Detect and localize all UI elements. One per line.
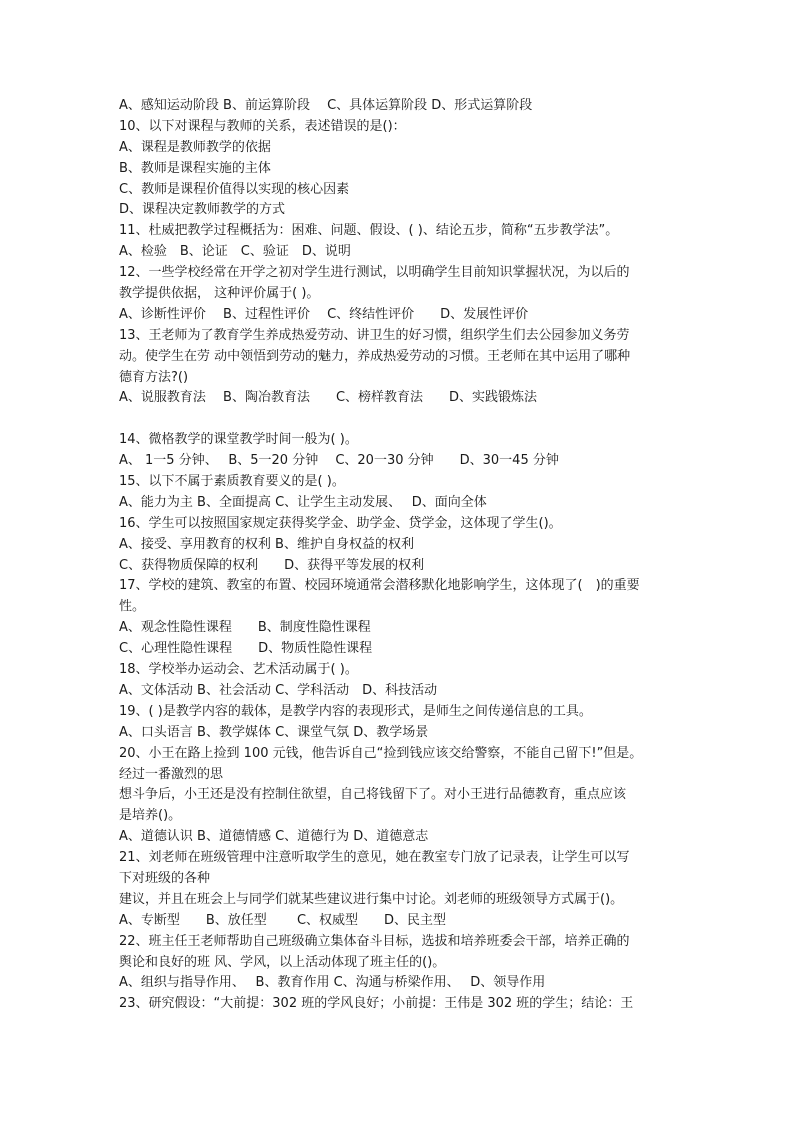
question-13-cont: 动。使学生在劳 动中领悟到劳动的魅力，养成热爱劳动的习惯。王老师在其中运用了哪种	[119, 348, 631, 364]
question-20-cont: 想斗争后，小王还是没有控制住欲望，自己将钱留下了。对小王进行品德教育，重点应该	[119, 787, 627, 803]
question-17-cont: 性。	[119, 599, 146, 615]
question-20-cont: 经过一番激烈的思	[119, 766, 224, 782]
option-line: A、诊断性评价 B、过程性评价 C、终结性评价 D、发展性评价	[119, 306, 529, 322]
question-15: 15、以下不属于素质教育要义的是( )。	[119, 474, 345, 490]
option-line: A、说服教育法 B、陶冶教育法 C、榜样教育法 D、实践锻炼法	[119, 390, 538, 406]
question-18: 18、学校举办运动会、艺术活动属于( )。	[119, 662, 358, 678]
question-11: 11、杜威把教学过程概括为：困难、问题、假设、( )、结论五步，简称“五步教学法”。	[119, 223, 619, 239]
question-17: 17、学校的建筑、教室的布置、校园环境通常会潜移默化地影响学生，这体现了( )的重要	[119, 578, 640, 594]
question-22: 22、班主任王老师帮助自己班级确立集体奋斗目标，选拔和培养班委会干部，培养正确的	[119, 933, 630, 949]
question-13: 13、王老师为了教育学生养成热爱劳动、讲卫生的好习惯，组织学生们去公园参加义务劳	[119, 327, 630, 343]
question-12-cont: 教学提供依据， 这种评价属于( )。	[119, 286, 320, 302]
question-21-cont: 建议，并且在班会上与同学们就某些建议进行集中讨论。刘老师的班级领导方式属于()。	[119, 891, 624, 907]
question-20-cont: 是培养()。	[119, 808, 182, 824]
option-line: A、组织与指导作用、 B、教育作用 C、沟通与桥梁作用、 D、领导作用	[119, 975, 546, 991]
option-line: A、口头语言 B、教学媒体 C、课堂气氛 D、教学场景	[119, 724, 429, 740]
document-page	[119, 96, 679, 1015]
option-line: A、检验 B、论证 C、验证 D、说明	[119, 244, 351, 260]
option-line: A、观念性隐性课程 B、制度性隐性课程	[119, 620, 371, 636]
option-line: A、 1一5 分钟、 B、5一20 分钟 C、20一30 分钟 D、30一45 分钟	[119, 453, 559, 469]
question-22-cont: 舆论和良好的班 风、学风，以上活动体现了班主任的()。	[119, 954, 446, 970]
question-14: 14、微格教学的课堂教学时间一般为( )。	[119, 432, 358, 448]
blank-line	[119, 409, 679, 430]
option-line: B、教师是课程实施的主体	[119, 160, 271, 176]
question-19: 19、( )是教学内容的载体，是教学内容的表现形式，是师生之间传递信息的工具。	[119, 703, 592, 719]
question-20: 20、小王在路上捡到 100 元钱，他告诉自己“捡到钱应该交给警察，不能自己留下!”但是。	[119, 745, 643, 761]
option-line: A、专断型 B、放任型 C、权威型 D、民主型	[119, 912, 447, 928]
option-line: C、心理性隐性课程 D、物质性隐性课程	[119, 641, 373, 657]
option-line: A、道德认识 B、道德情感 C、道德行为 D、道德意志	[119, 829, 429, 845]
question-21: 21、刘老师在班级管理中注意听取学生的意见，她在教室专门放了记录表，让学生可以写	[119, 850, 630, 866]
question-23: 23、研究假设：“大前提：302 班的学风良好；小前提：王伟是 302 班的学生；结论：王	[119, 996, 634, 1012]
option-line: A、文体活动 B、社会活动 C、学科活动 D、科技活动	[119, 682, 438, 698]
question-10: 10、以下对课程与教师的关系，表述错误的是()：	[119, 118, 406, 134]
option-line: A、课程是教师教学的依据	[119, 139, 271, 155]
question-13-cont: 德育方法?()	[119, 369, 189, 385]
question-12: 12、一些学校经常在开学之初对学生进行测试，以明确学生目前知识掌握状况，为以后的	[119, 265, 630, 281]
option-line: A、能力为主 B、全面提高 C、让学生主动发展、 D、面向全体	[119, 494, 487, 510]
option-line: A、接受、享用教育的权利 B、维护自身权益的权利	[119, 536, 414, 552]
question-16: 16、学生可以按照国家规定获得奖学金、助学金、贷学金，这体现了学生()。	[119, 515, 562, 531]
question-21-cont: 下对班级的各种	[119, 870, 211, 886]
text-line: A、感知运动阶段 B、前运算阶段 C、具体运算阶段 D、形式运算阶段	[119, 98, 533, 113]
option-line: C、教师是课程价值得以实现的核心因素	[119, 181, 350, 197]
option-line: C、获得物质保障的权利 D、获得平等发展的权利	[119, 557, 425, 573]
option-line: D、课程决定教师教学的方式	[119, 202, 286, 218]
